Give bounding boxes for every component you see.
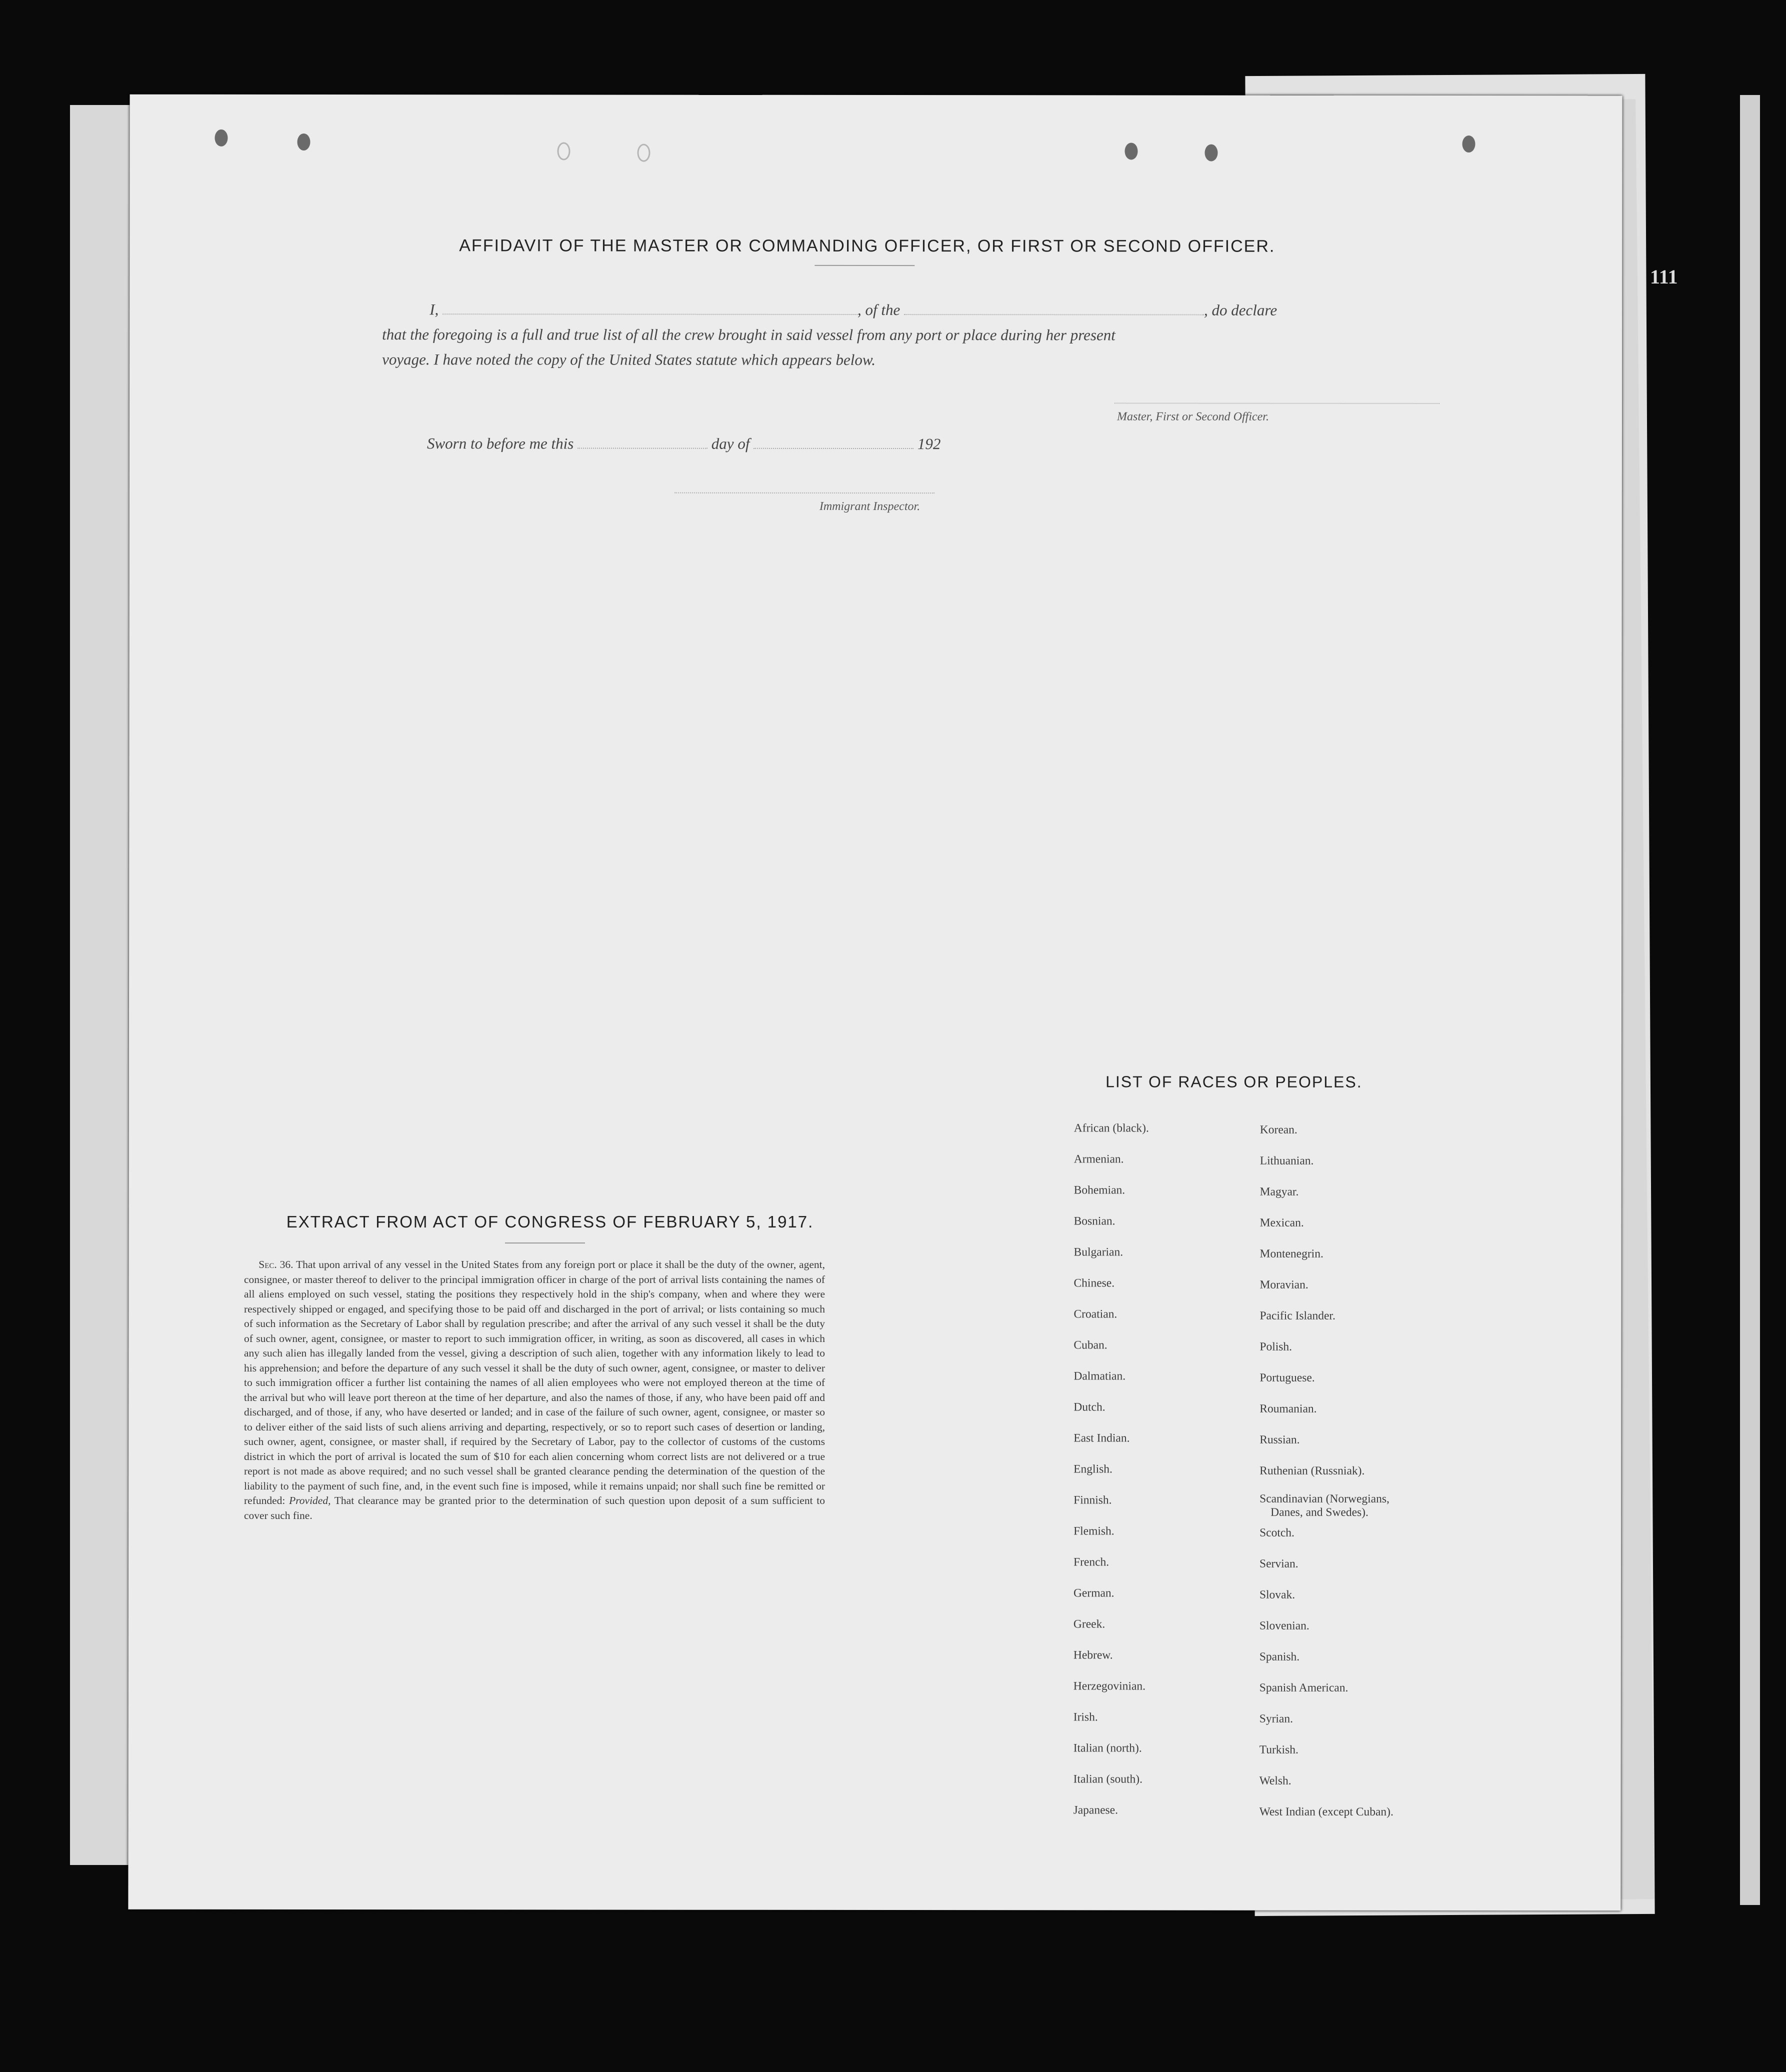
race-item: Roumanian. [1260,1402,1317,1416]
of-the-label: , of the [858,300,900,319]
race-item: Irish. [1073,1710,1098,1724]
race-item: Italian (south). [1073,1772,1143,1786]
punch-hole [214,130,228,146]
race-item: Portuguese. [1260,1371,1315,1384]
race-item: Spanish. [1259,1650,1300,1664]
race-item: West Indian (except Cuban). [1259,1805,1394,1818]
inspector-signature-line[interactable] [674,492,934,494]
left-sheet-edge [70,105,130,1865]
punch-hole [557,142,570,160]
provided-word: Provided, [289,1494,331,1506]
race-item-line: Scandinavian (Norwegians, [1260,1492,1390,1506]
officer-signature-line[interactable] [1114,402,1440,404]
race-item: Slovenian. [1259,1619,1310,1632]
year-label: 192 [917,435,941,453]
race-item: Armenian. [1074,1152,1124,1166]
page-number: 111 [1650,266,1678,288]
race-item: Scotch. [1260,1526,1294,1540]
race-item: French. [1074,1556,1110,1569]
title-rule [814,265,914,266]
race-item: Ruthenian (Russniak). [1260,1464,1365,1478]
do-declare-label: , do declare [1204,301,1278,319]
punch-hole [1204,144,1218,162]
sworn-line [427,434,940,453]
inspector-caption: Immigrant Inspector. [819,500,920,514]
race-item: Mexican. [1260,1216,1304,1230]
race-item: Servian. [1260,1557,1298,1570]
extract-rule [505,1242,585,1244]
races-right-column [1260,1114,1394,1828]
race-item: Turkish. [1259,1743,1298,1756]
race-item: Korean. [1260,1123,1298,1136]
race-item: Dalmatian. [1074,1370,1126,1383]
races-left-column [1074,1112,1149,1826]
i-label: I, [430,300,439,318]
races-title: LIST OF RACES OR PEOPLES. [1106,1072,1362,1091]
race-item: Italian (north). [1073,1742,1142,1755]
vessel-name-field[interactable] [904,314,1204,316]
race-item: English. [1074,1462,1112,1476]
race-item: Russian. [1260,1433,1300,1446]
race-item-line: Danes, and Swedes). [1270,1506,1368,1519]
punch-hole [1462,136,1475,152]
section-36-text [244,1258,825,1523]
race-item: East Indian. [1074,1432,1130,1445]
document-page [128,94,1622,1911]
race-item: Lithuanian. [1260,1154,1314,1168]
declaration-line-2: that the foregoing is a full and true list of all the crew brought in said vessel from any port or place during her present [382,326,1116,344]
race-item: German. [1073,1586,1114,1600]
race-item: African (black). [1074,1122,1149,1135]
punch-hole [637,144,650,162]
declaration-line-1 [430,300,1277,319]
section-label: Sec. 36. [258,1258,294,1270]
race-item: Greek. [1073,1618,1106,1631]
race-item: Cuban. [1074,1338,1108,1352]
race-item-scandinavian [1260,1486,1394,1518]
extract-title: EXTRACT FROM ACT OF CONGRESS OF FEBRUARY 5, 1917. [286,1212,814,1231]
race-item: Spanish American. [1259,1681,1348,1694]
race-item: Slovak. [1259,1588,1296,1602]
race-item: Croatian. [1074,1308,1118,1321]
section-body: That upon arrival of any vessel in the United States from any foreign port or place it shall be the duty of the owner, agent, consignee, or master thereof to deliver to the principal immigration officer in charge of the port of arrival lists containing the names of all aliens employed on such vessel, stating the positions they respectively hold in the ship's company, when and where they were respectively shipped or engaged, and specifying those to be paid off and discharged in the port of arrival; or lists containing so much of such information as the Secretary of Labor shall by regulation prescribe; and after the arrival of any such vessel it shall be the duty of such owner, agent, consignee, or master to report to such immigration officer, in writing, as soon as discovered, all cases in which any such alien has illegally landed from the vessel, giving a description of such alien, together with any information likely to lead to his apprehension; and before the departure of any such vessel it shall be the duty of such owner, agent, consignee, or master to deliver to such immigration officer a further list containing the names of all alien employees who were not employed thereon at the time of the arrival but who will leave port thereon at the time of her departure, and also the names of those, if any, who have been paid off and discharged, and of those, if any, who have deserted or landed; and in case of the failure of such owner, agent, consignee, or master so to deliver either of the said lists of such aliens arriving and departing, respectively, or so to report such cases of desertion or landing, such owner, agent, consignee, or master shall, if required by the Secretary of Labor, pay to the collector of customs of the customs district in which the port of arrival is located the sum of $10 for each alien concerning whom correct lists are not delivered or a true report is not made as above required; and no such vessel shall be granted clearance pending the determination of the question of the liability to the payment of such fine, and, in the event such fine is imposed, while it remains unpaid; nor shall such fine be remitted or refunded: [244,1258,825,1506]
punch-hole [1124,142,1138,160]
officer-caption: Master, First or Second Officer. [1117,410,1270,424]
race-item: Finnish. [1074,1494,1112,1507]
race-item: Japanese. [1073,1804,1118,1817]
right-sheet-edge [1740,95,1760,1905]
declaration-line-3: voyage. I have noted the copy of the United States statute which appears below. [382,350,876,368]
race-item: Syrian. [1259,1712,1293,1726]
master-name-field[interactable] [442,314,858,315]
race-item: Polish. [1260,1340,1292,1354]
sworn-month-field[interactable] [754,448,914,449]
race-item: Moravian. [1260,1278,1308,1292]
race-item: Hebrew. [1073,1648,1113,1662]
race-item: Bohemian. [1074,1184,1126,1197]
race-item: Montenegrin. [1260,1247,1324,1260]
section-body-end: That clearance may be granted prior to the determination of such question upon deposit of a sum sufficient to cover such fine. [244,1494,825,1522]
race-item: Magyar. [1260,1185,1299,1198]
affidavit-title: AFFIDAVIT OF THE MASTER OR COMMANDING OFFICER, OR FIRST OR SECOND OFFICER. [459,236,1276,256]
race-item: Bosnian. [1074,1214,1116,1228]
race-item: Flemish. [1074,1524,1114,1538]
punch-hole [297,134,310,150]
day-of-label: day of [711,434,750,452]
race-item: Herzegovinian. [1073,1680,1146,1693]
race-item: Pacific Islander. [1260,1309,1336,1322]
race-item: Bulgarian. [1074,1246,1124,1259]
sworn-label: Sworn to before me this [426,434,574,452]
race-item: Welsh. [1259,1774,1292,1788]
race-item: Dutch. [1074,1400,1106,1414]
race-item: Chinese. [1074,1276,1115,1290]
